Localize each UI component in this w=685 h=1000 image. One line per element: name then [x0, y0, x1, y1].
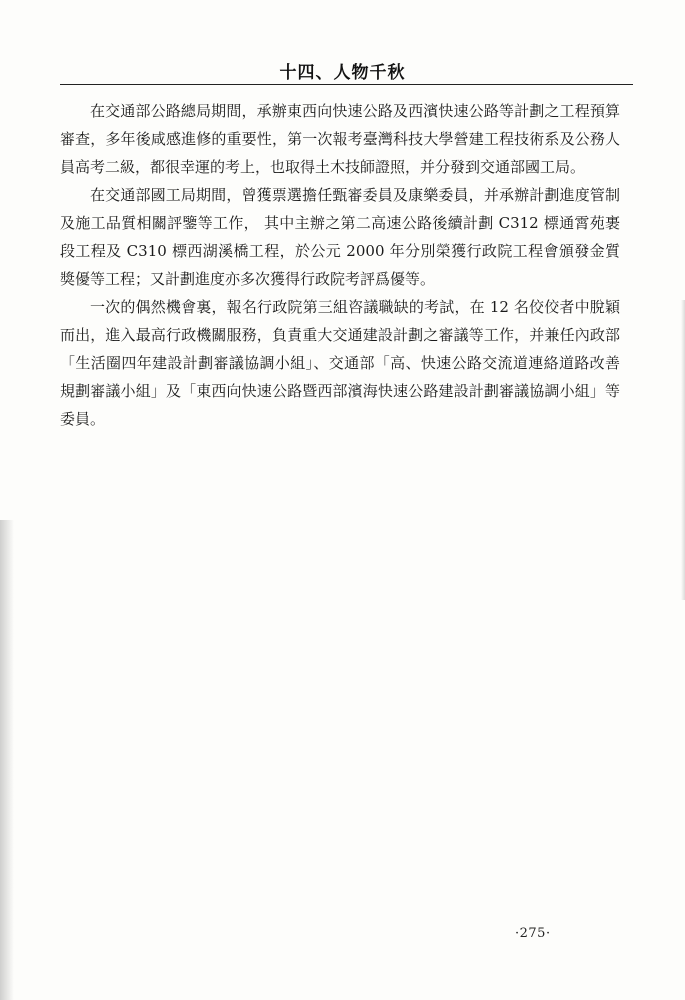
header-rule	[60, 84, 633, 85]
paragraph-2: 在交通部國工局期間，曾獲票選擔任甄審委員及康樂委員，并承辦計劃進度管制及施工品質相關評鑒等工作， 其中主辦之第二高速公路後續計劃 C312 標通霄苑裹段工程及 C310 標西湖溪橋工程，於公元 2000 年分別榮獲行政院工程會頒發金質獎優等工程；又計劃進度亦多次獲得行政院考評爲優等。	[60, 186, 620, 288]
running-header-title: 十四、人物千秋	[279, 63, 406, 83]
scan-edge-shadow	[0, 520, 14, 1000]
scan-edge-shadow-right	[681, 300, 685, 600]
body-text	[60, 97, 620, 433]
page-number: ·275·	[515, 926, 551, 941]
paragraph-1: 在交通部公路總局期間，承辦東西向快速公路及西濱快速公路等計劃之工程預算審查，多年後咸感進修的重要性，第一次報考臺灣科技大學營建工程技術系及公務人員高考二級，都很幸運的考上，也取得土木技師證照，并分發到交通部國工局。	[60, 102, 620, 176]
paragraph-3: 一次的偶然機會裏，報名行政院第三組咨議職缺的考試，在 12 名佼佼者中脫穎而出，進入最高行政機關服務，負責重大交通建設計劃之審議等工作，并兼任內政部「生活圈四年建設計劃審議協調小組」、交通部「高、快速公路交流道連絡道路改善規劃審議小組」及「東西向快速公路暨西部濱海快速公路建設計劃審議協調小組」等委員。	[60, 298, 620, 428]
